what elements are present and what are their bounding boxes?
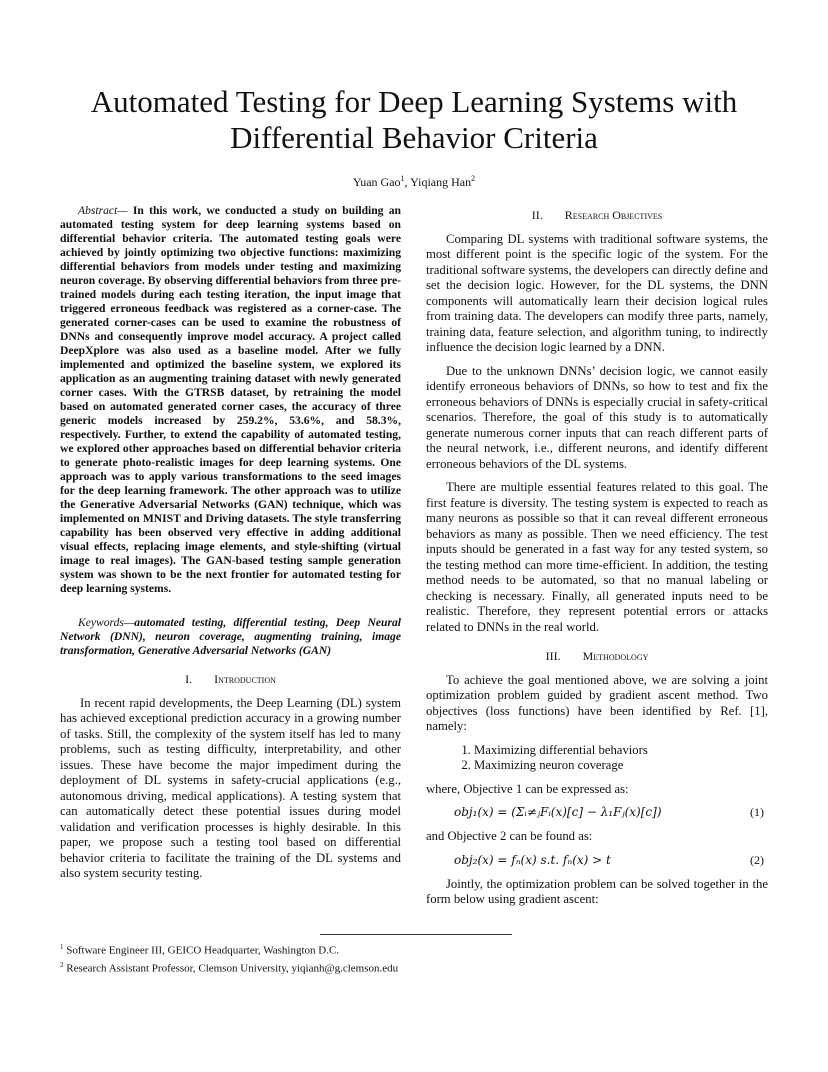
equation-1 xyxy=(426,805,768,823)
author-name: Yuan Gao xyxy=(352,175,401,189)
author-separator: , xyxy=(404,175,411,189)
paragraph: where, Objective 1 can be expressed as: xyxy=(426,781,629,796)
footnote-divider xyxy=(320,934,512,935)
section-heading xyxy=(60,672,401,688)
equation-number: (2) xyxy=(750,852,764,867)
footnote-text: Software Engineer III, GEICO Headquarter, Washington D.C. xyxy=(63,944,340,957)
section-number: II. xyxy=(531,208,543,222)
paragraph: To achieve the goal mentioned above, we are solving a joint optimization problem guided by gradient ascent method. Two objectives (loss functions) have been identified by Ref. [1], namely: xyxy=(426,672,768,733)
footnote-mark: 1 xyxy=(60,943,64,951)
equation-expression: obj₂(x) = fₙ(x) s.t. fₙ(x) > t xyxy=(454,852,611,867)
title-line-2: Differential Behavior Criteria xyxy=(230,120,598,155)
author-list xyxy=(0,174,828,190)
footnote-text: Research Assistant Professor, Clemson University, yiqianh@g.clemson.edu xyxy=(63,962,399,975)
paragraph: and Objective 2 can be found as: xyxy=(426,829,593,843)
keywords-label: Keywords— xyxy=(78,616,135,629)
equation-number: (1) xyxy=(750,805,764,819)
list-item: 2. Maximizing neuron coverage xyxy=(474,758,768,774)
paragraph: Jointly, the optimization problem can be solved together in the form below using gradient ascent: xyxy=(426,876,768,906)
objectives-list xyxy=(426,743,768,774)
section-title: Introduction xyxy=(214,672,276,686)
footnote xyxy=(60,943,339,957)
keywords-text: automated testing, differential testing, Deep Neural Network (DNN), neuron coverage, augmenting training, image transformation, Generative Adversarial Networks (GAN) xyxy=(60,616,401,657)
footnote xyxy=(60,961,398,975)
author-affiliation-mark: 1 xyxy=(400,174,405,183)
abstract-label: Abstract— xyxy=(78,204,128,217)
equation-2 xyxy=(426,853,768,871)
paragraph: Due to the unknown DNNs’ decision logic, we cannot easily identify erroneous behaviors of DNNs, so how to test and fix the erroneous behaviors of DNNs is especially crucial in safety-critical scenarios. Therefore, the goal of this study is to automatically generate numerous corner inputs that can reach different parts of the neural network, i.e., different neurons, and identify different erroneous behaviors of the DL systems. xyxy=(426,363,768,471)
footnote-mark: 2 xyxy=(60,961,64,969)
abstract xyxy=(60,204,401,596)
section-number: I. xyxy=(185,672,193,686)
section-title: Research Objectives xyxy=(564,208,663,222)
section-heading xyxy=(426,649,768,665)
author-name: Yiqiang Han xyxy=(410,175,472,189)
keywords xyxy=(60,616,401,658)
right-column xyxy=(426,204,768,916)
section-heading xyxy=(426,208,768,224)
abstract-text: In this work, we conducted a study on building an automated testing system for deep learning systems based on differential behavior criteria. The automated testing goals were achieved by jointly optimizing two objective functions: maximizing differential behaviors from models under testing and maximizing neuron coverage. By observing differential behaviors from three pre-trained models during each testing iteration, the input image that triggered erroneous feedback was registered as a corner-case. The generated corner-cases can be used to examine the robustness of DNNs and consequently improve model accuracy. A project called DeepXplore was also used as a baseline model. After we fully implemented and optimized the baseline system, we explored its application as an augmenting training dataset with newly generated corner cases. With the GTRSB dataset, by retraining the model based on automated generated corner cases, the accuracy of three generic models increased by 259.2%, 53.6%, and 58.3%, respectively. Further, to extend the capability of automated testing, we explored other approaches based on differential behavior criteria to generate photo-realistic images for deep learning systems. One approach was to apply various transformations to the seed images for the deep learning framework. The other approach was to utilize the Generative Adversarial Networks (GAN) technique, which was implemented on MNIST and Driving datasets. The style transferring capability has been observed very effective in adding additional visual effects, replacing image elements, and style-shifting (virtual image to real images). The GAN-based testing sample generation system was shown to be the next frontier for automated testing for deep learning systems. xyxy=(60,204,401,595)
author-affiliation-mark: 2 xyxy=(471,174,476,183)
paragraph: Comparing DL systems with traditional software systems, the most different point is the specific logic of the system. For the traditional software systems, the developers can directly define and set the decision logic. However, for the DL systems, the DNN components will automatically learn their decision logical rules from training data. The developers can modify three parts, namely, training data, feature selection, and algorithm tuning, to indirectly influence the decision logic learned by a DNN. xyxy=(426,231,768,354)
section-number: III. xyxy=(545,649,561,663)
paragraph: There are multiple essential features related to this goal. The first feature is diversity. The testing system is expected to reach as many neurons as possible so that it can reveal different erroneous behaviors as many as possible. Then we need efficiency. The test inputs should be generated in a fast way for any tested system, so the testing method can more time-efficient. In addition, the testing method needs to be automated, so that no manual labeling or checking is necessary. Finally, all generated inputs need to be realistic. Therefore, they represent potential errors or attacks related to DNNs in the real world. xyxy=(426,480,768,634)
left-column xyxy=(60,204,401,890)
paragraph: In recent rapid developments, the Deep Learning (DL) system has achieved exceptional prediction accuracy in a growing number of tasks. Still, the complexity of the system itself has led to many problems, such as testing difficulty, interpretability, and other issues. These have become the major impediment during the deployment of DL systems in safety-crucial applications (e.g., autonomous driving, medical applications). A testing system that can automatically detect these potential issues during model validation and verification processes is highly desirable. In this paper, we propose such a testing tool based on differential behavior criteria to facilitate the training of the DL systems and also system security testing. xyxy=(60,695,401,880)
equation-expression: obj₁(x) = (Σᵢ≠ⱼFᵢ(x)[c] − λ₁Fⱼ(x)[c]) xyxy=(454,805,662,819)
paper-title xyxy=(40,84,788,156)
title-line-1: Automated Testing for Deep Learning Systems with xyxy=(90,84,738,119)
section-title: Methodology xyxy=(582,649,649,663)
list-item: 1. Maximizing differential behaviors xyxy=(474,743,768,759)
